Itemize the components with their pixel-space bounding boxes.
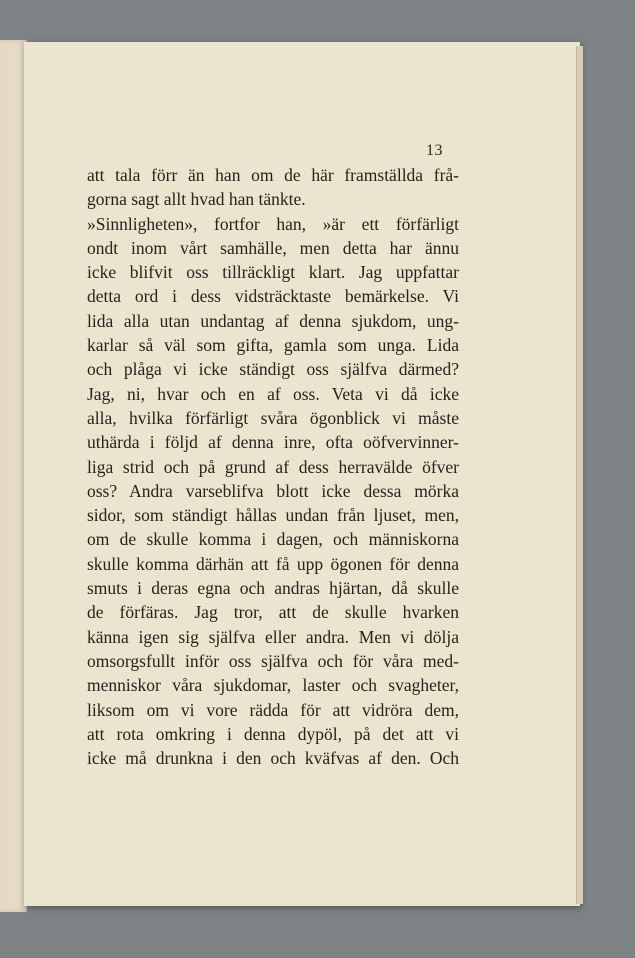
facing-page-edge bbox=[0, 40, 27, 912]
text-line: känna igen sig själfva eller andra. Men vi dölja bbox=[87, 626, 459, 647]
text-line: uthärda i följd af denna inre, ofta oöfvervinner- bbox=[87, 432, 459, 453]
text-line: liksom om vi vore rädda för att vidröra dem, bbox=[87, 699, 459, 720]
text-line: detta ord i dess vidsträcktaste bemärkelse. Vi bbox=[87, 286, 459, 307]
text-line: skulle komma därhän att få upp ögonen för denna bbox=[87, 553, 459, 574]
text-line: liga strid och på grund af dess herravälde öfver bbox=[87, 456, 459, 477]
text-line: smuts i deras egna och andras hjärtan, då skulle bbox=[87, 578, 459, 599]
page-stack-edge bbox=[576, 46, 583, 904]
text-line: alla, hvilka förfärligt svåra ögonblick vi måste bbox=[87, 407, 459, 428]
text-line: menniskor våra sjukdomar, laster och svagheter, bbox=[87, 675, 459, 696]
text-line: gorna sagt allt hvad han tänkte. bbox=[87, 189, 306, 210]
text-line: sidor, som ständigt hållas undan från ljuset, men, bbox=[87, 505, 459, 526]
text-line: ondt inom vårt samhälle, men detta har ännu bbox=[87, 237, 459, 258]
text-line: att rota omkring i denna dypöl, på det att vi bbox=[87, 723, 459, 744]
text-line: om de skulle komma i dagen, och människorna bbox=[87, 529, 459, 550]
text-line: omsorgsfullt inför oss själfva och för våra med- bbox=[87, 650, 459, 671]
text-line: att tala förr än han om de här framställda frå- bbox=[87, 165, 459, 185]
text-line: icke må drunkna i den och kväfvas af den. Och bbox=[87, 748, 459, 769]
text-line: och plåga vi icke ständigt oss själfva därmed? bbox=[87, 359, 459, 380]
text-line: Jag, ni, hvar och en af oss. Veta vi då icke bbox=[87, 383, 459, 404]
text-line: karlar så väl som gifta, gamla som unga. Lida bbox=[87, 335, 459, 356]
text-line: icke blifvit oss tillräckligt klart. Jag uppfattar bbox=[87, 262, 459, 283]
page-number: 13 bbox=[426, 142, 443, 159]
text-line: »Sinnligheten», fortfor han, »är ett förfärligt bbox=[87, 213, 459, 234]
body-text bbox=[87, 163, 459, 770]
text-line: de förfäras. Jag tror, att de skulle hvarken bbox=[87, 602, 459, 623]
text-line: oss? Andra varseblifva blott icke dessa mörka bbox=[87, 480, 459, 501]
text-line: lida alla utan undantag af denna sjukdom, ung- bbox=[87, 310, 459, 331]
